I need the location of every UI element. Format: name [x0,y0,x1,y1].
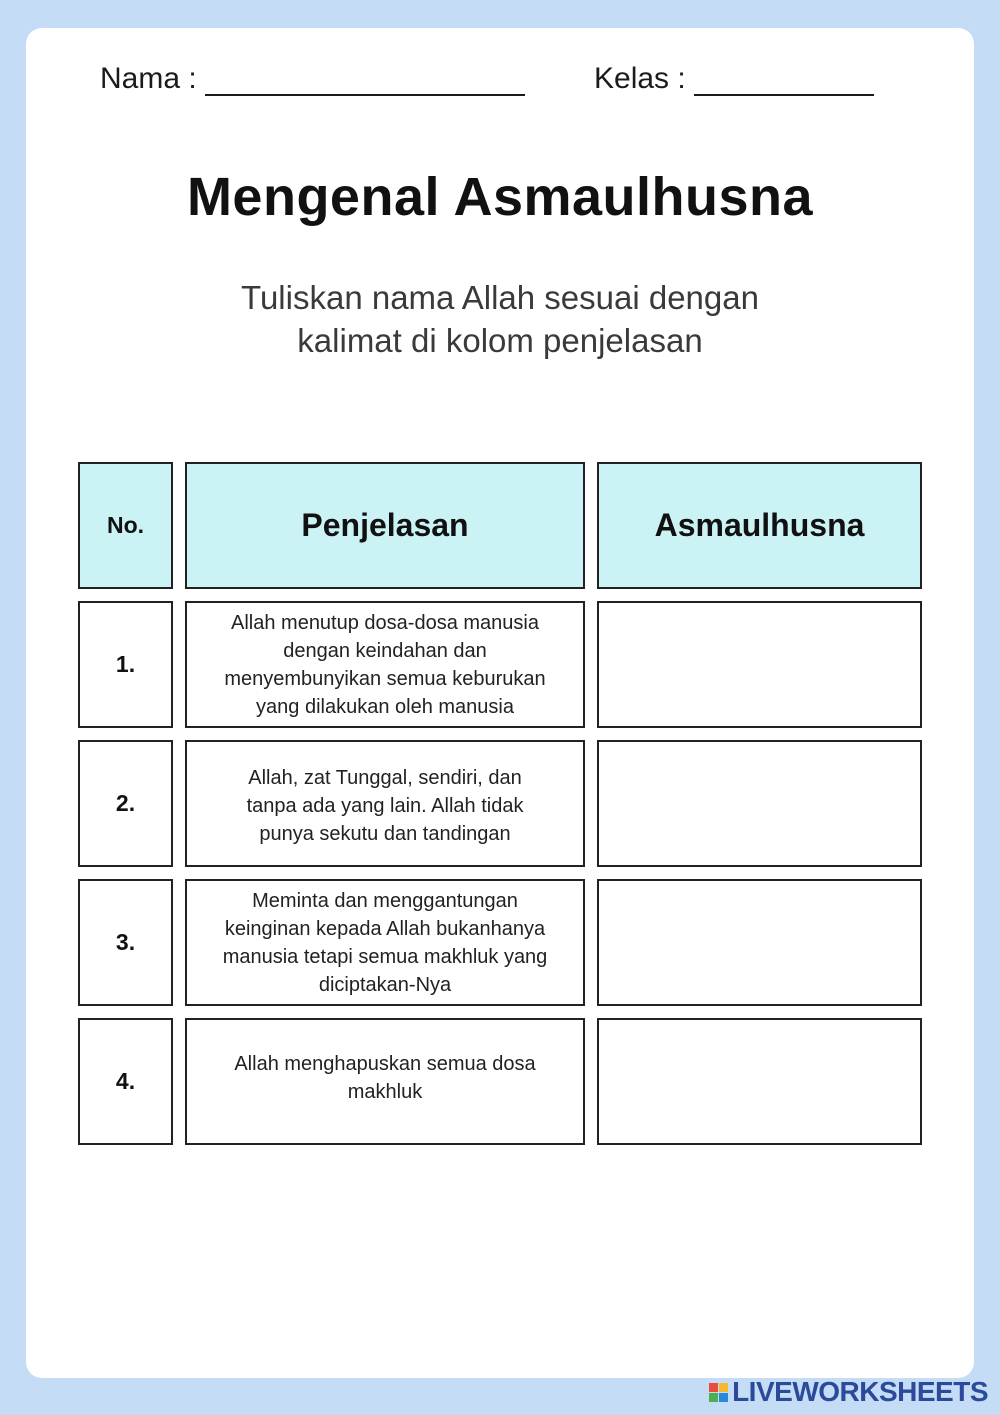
liveworksheets-brand[interactable] [709,1376,988,1408]
explanation-line: keinginan kepada Allah bukanhanya [224,917,546,940]
page-title: Mengenal Asmaulhusna [186,167,814,227]
row-explanation [185,1018,585,1145]
logo-square [719,1383,728,1392]
header-no: No. [78,462,173,589]
explanation-line: yang dilakukan oleh manusia [256,695,514,718]
logo-square [709,1383,718,1392]
logo-square [719,1393,728,1402]
answer-input-4[interactable] [599,1019,920,1144]
row-number: 1. [78,601,173,728]
name-field[interactable] [100,62,525,96]
name-blank-line[interactable] [205,68,525,96]
row-number: 4. [78,1018,173,1145]
logo-square [709,1393,718,1402]
header-explanation: Penjelasan [185,462,585,589]
instructions-line: kalimat di kolom penjelasan [297,322,703,359]
explanation-line: Allah, zat Tunggal, sendiri, dan [248,767,522,789]
instructions [0,276,1000,362]
row-explanation [185,740,585,867]
answer-input-3[interactable] [599,880,920,1005]
row-number: 3. [78,879,173,1006]
answer-input-1[interactable] [599,602,920,727]
explanation-line: diciptakan-Nya [318,973,452,996]
explanation-line: punya sekutu dan tandingan [259,823,511,845]
brand-name: LIVEWORKSHEETS [732,1376,988,1407]
class-label: Kelas : [594,62,686,95]
explanation-line: Allah menghapuskan semua dosa [234,1053,536,1075]
explanation-line: manusia tetapi semua makhluk yang [222,945,548,968]
answer-input-2[interactable] [599,741,920,866]
explanation-line: Allah menutup dosa-dosa manusia [231,611,539,634]
row-explanation [185,601,585,728]
class-field[interactable] [594,62,874,96]
explanation-line: tanpa ada yang lain. Allah tidak [246,795,524,817]
explanation-line: makhluk [347,1081,423,1103]
header-asmaulhusna: Asmaulhusna [597,462,922,589]
liveworksheets-logo-icon [709,1383,728,1402]
explanation-line: menyembunyikan semua keburukan [224,667,546,690]
instructions-line: Tuliskan nama Allah sesuai dengan [241,279,759,316]
name-label: Nama : [100,62,197,95]
answer-box[interactable] [597,879,922,1006]
answer-box[interactable] [597,601,922,728]
explanation-line: Meminta dan menggantungan [252,889,518,912]
class-blank-line[interactable] [694,68,874,96]
row-number: 2. [78,740,173,867]
answer-box[interactable] [597,1018,922,1145]
explanation-line: dengan keindahan dan [283,639,487,662]
answer-box[interactable] [597,740,922,867]
row-explanation [185,879,585,1006]
